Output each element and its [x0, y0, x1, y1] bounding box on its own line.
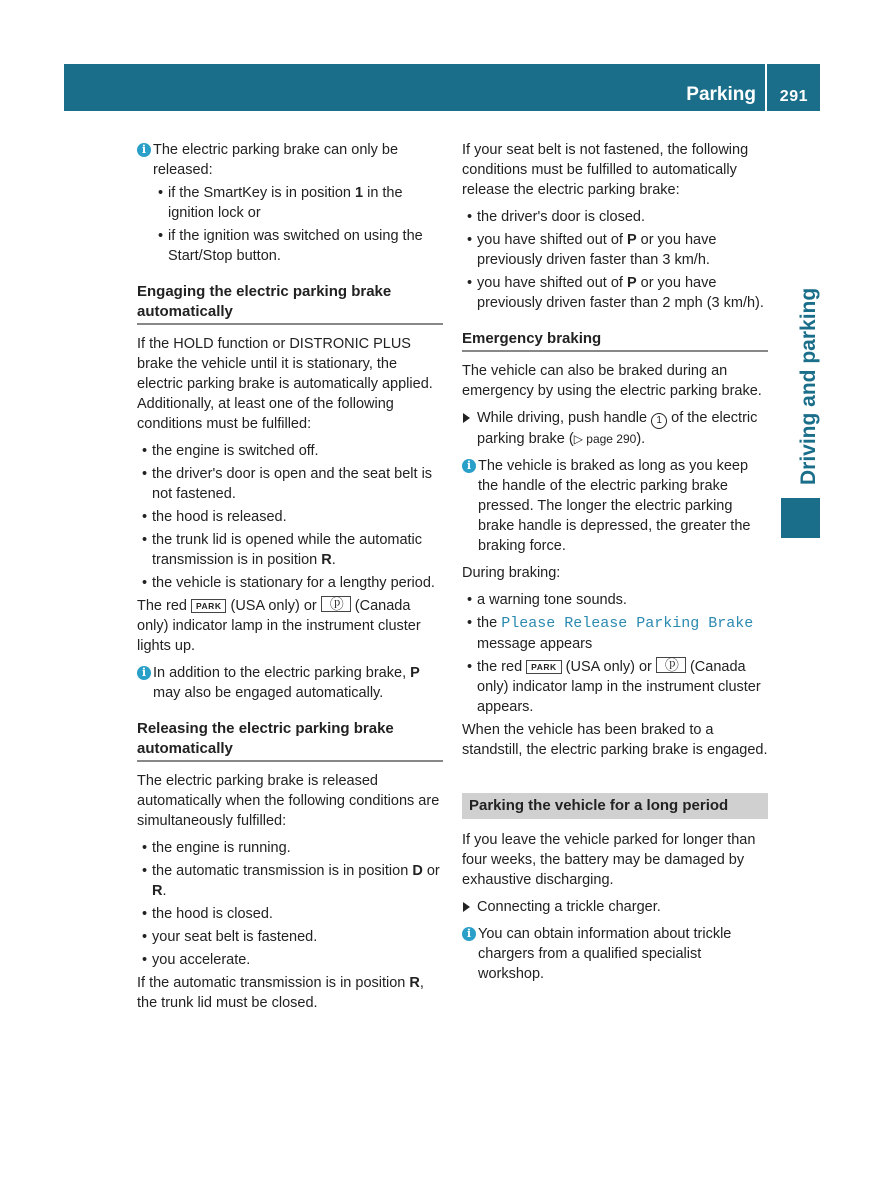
paragraph: If the automatic transmission is in position R, the trunk lid must be closed.	[137, 975, 424, 1011]
display-message: Please Release Parking Brake	[501, 615, 754, 632]
list-item: • if the SmartKey is in position 1 in the ignition lock or	[153, 183, 443, 223]
list-item: • the automatic transmission is in position D or R.	[137, 861, 443, 901]
paragraph: If your seat belt is not fastened, the following conditions must be fulfilled to automatically release the electric parking brake:	[462, 142, 749, 198]
list-item: • the vehicle is stationary for a lengthy period.	[137, 573, 443, 593]
info-note: i You can obtain information about trickle chargers from a qualified specialist workshop.	[462, 924, 768, 984]
instruction-step: While driving, push handle 1 of the electric parking brake (▷ page 290).	[462, 408, 768, 449]
paragraph: During braking:	[462, 565, 561, 581]
list-item: • the engine is running.	[137, 838, 443, 858]
chapter-marker	[781, 498, 820, 538]
info-note: i In addition to the electric parking brake, P may also be engaged automatically.	[137, 663, 443, 703]
chapter-tab	[777, 260, 820, 490]
list-item: • the red PARK (USA only) or ⓟ (Canada only) indicator lamp in the instrument cluster appears.	[462, 657, 768, 717]
list-item: • the hood is closed.	[137, 904, 443, 924]
header-divider	[765, 64, 767, 111]
list-item: • a warning tone sounds.	[462, 590, 768, 610]
callout-number-icon: 1	[651, 413, 667, 429]
park-indicator-icon: PARK	[191, 599, 226, 613]
paragraph: The red PARK (USA only) or ⓟ (Canada only) indicator lamp in the instrument cluster lights up.	[137, 596, 443, 656]
list-item: • you accelerate.	[137, 950, 443, 970]
section-bar-heading: Parking the vehicle for a long period	[462, 793, 768, 819]
list-item: • the engine is switched off.	[137, 441, 443, 461]
chapter-tab-label: Driving and parking	[797, 287, 820, 485]
step-arrow-icon	[463, 902, 470, 912]
list-item: • the Please Release Parking Brake message appears	[462, 613, 768, 654]
page-reference[interactable]: ▷ page 290	[573, 432, 637, 446]
info-icon: i	[137, 666, 151, 680]
parking-brake-indicator-icon	[321, 596, 351, 612]
section-heading: Emergency braking	[462, 329, 768, 352]
paragraph: If you leave the vehicle parked for longer than four weeks, the battery may be damaged by exhaustive discharging.	[462, 832, 756, 888]
paragraph: When the vehicle has been braked to a standstill, the electric parking brake is engaged.	[462, 722, 768, 758]
list-item: • the trunk lid is opened while the automatic transmission is in position R.	[137, 530, 443, 570]
section-heading: Releasing the electric parking brake automatically	[137, 719, 443, 762]
info-icon: i	[462, 459, 476, 473]
list-item: • if the ignition was switched on using the Start/Stop button.	[153, 226, 443, 266]
step-arrow-icon	[463, 413, 470, 423]
list-item: • you have shifted out of P or you have previously driven faster than 3 km/h.	[462, 230, 768, 270]
right-column	[462, 140, 768, 991]
list-item: • the driver's door is closed.	[462, 207, 768, 227]
page-number: 291	[779, 88, 808, 105]
left-column	[137, 140, 443, 1020]
list-item: • your seat belt is fastened.	[137, 927, 443, 947]
paragraph: The electric parking brake is released automatically when the following conditions are simultaneously fulfilled:	[137, 773, 440, 829]
list-item: • you have shifted out of P or you have previously driven faster than 2 mph (3 km/h).	[462, 273, 768, 313]
paragraph: If the HOLD function or DISTRONIC PLUS brake the vehicle until it is stationary, the electric parking brake is automatically applied. Additionally, at least one of the following conditions must be fulfilled:	[137, 336, 433, 432]
section-heading: Engaging the electric parking brake automatically	[137, 282, 443, 325]
list-item: • the hood is released.	[137, 507, 443, 527]
info-note-text: The electric parking brake can only be released:	[153, 142, 399, 178]
list-item: • the driver's door is open and the seat belt is not fastened.	[137, 464, 443, 504]
parking-brake-indicator-icon	[656, 657, 686, 673]
info-icon: i	[462, 927, 476, 941]
info-icon: i	[137, 143, 151, 157]
instruction-step: Connecting a trickle charger.	[462, 897, 768, 917]
section-title: Parking	[686, 84, 756, 105]
info-note	[137, 140, 443, 266]
paragraph: The vehicle can also be braked during an emergency by using the electric parking brake.	[462, 363, 762, 399]
park-indicator-icon: PARK	[526, 660, 561, 674]
header-bar	[64, 64, 820, 111]
info-note: i The vehicle is braked as long as you keep the handle of the electric parking brake pressed. The longer the electric parking brake handle is depressed, the greater the braking force.	[462, 456, 768, 556]
